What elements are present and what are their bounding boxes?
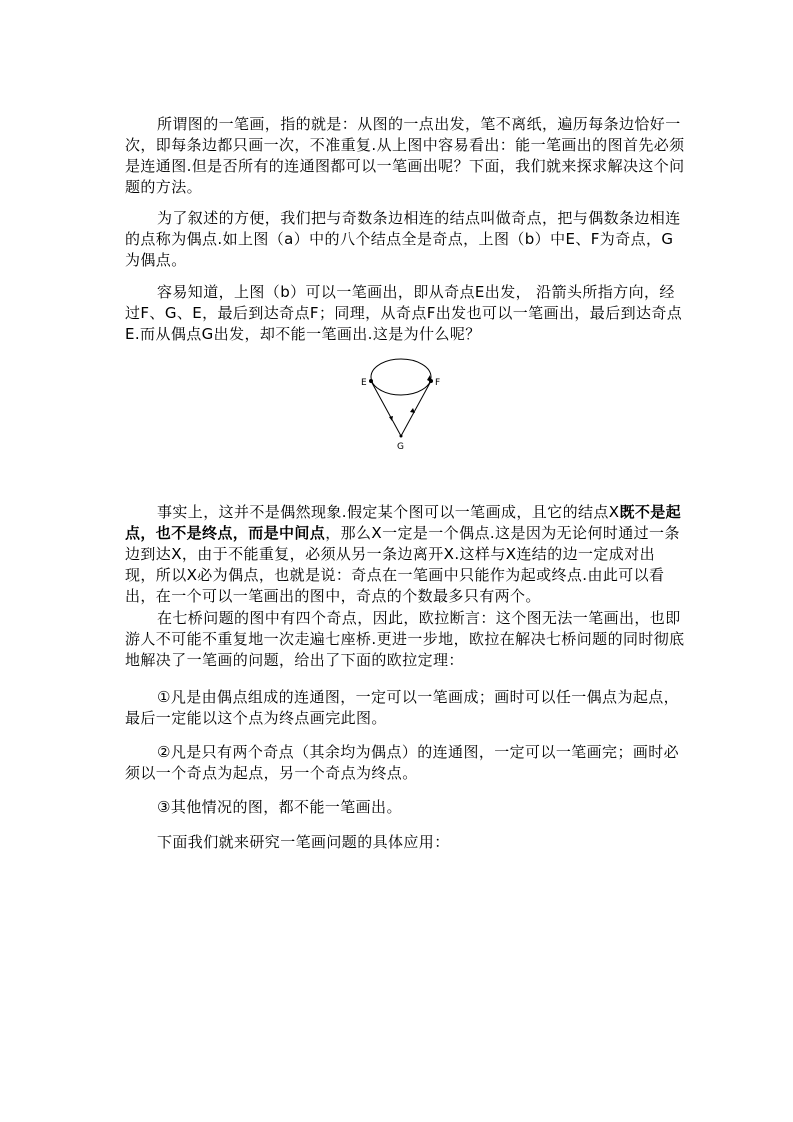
arrow-f-to-g: [410, 408, 415, 413]
paragraph-odd-even-points: 为了叙述的方便，我们把与奇数条边相连的结点叫做奇点，把与偶数条边相连的点称为偶点.如上图（a）中的八个结点全是奇点，上图（b）中E、F为奇点，G为偶点。: [125, 209, 681, 269]
graph-figure-efg: [355, 352, 455, 462]
loop-edge-ef: [371, 359, 431, 395]
emphasis-middle-point: 既不是起点，也不是终点，而是中间点: [125, 503, 682, 542]
node-f: [429, 379, 433, 383]
graph-diagram: [355, 352, 455, 462]
paragraph-seven-bridges: 在七桥问题的图中有四个奇点，因此，欧拉断言：这个图无法一笔画出，也即游人不可能不重复地一次走遍七座桥.更进一步地，欧拉在解决七桥问题的同时彻底地解决了一笔画的问题，给出了下面的欧拉定理：: [125, 609, 685, 669]
paragraph-theorem-3: ③其他情况的图，都不能一笔画出。: [157, 798, 402, 816]
label-e: E: [361, 378, 367, 388]
paragraph-text-rest: ，那么X一定是一个偶点.这是因为无论何时通过一条边到达X，由于不能重复，必须从另一条边离开X.这样与X连结的边一定成对出现，所以X必为偶点，也就是说：奇点在一笔画中只能作为起或终点.由此可以看出，在一个可以一笔画出的图中，奇点的个数最多只有两个。: [125, 524, 680, 605]
label-g: G: [397, 442, 404, 452]
edge-fg: [401, 381, 431, 436]
node-e: [369, 379, 373, 383]
paragraph-figure-b-explanation: 容易知道，上图（b）可以一笔画出，即从奇点E出发， 沿箭头所指方向，经过F、G、E，最后到达奇点F；同理，从奇点F出发也可以一笔画出，最后到达奇点E.而从偶点G出发，却不能一笔画出.这是为什么呢？: [125, 283, 683, 343]
paragraph-middle-point-argument: [125, 502, 685, 607]
label-f: F: [435, 378, 441, 388]
paragraph-definition: 所谓图的一笔画，指的就是：从图的一点出发，笔不离纸，遍历每条边恰好一次，即每条边都只画一次，不准重复.从上图中容易看出：能一笔画出的图首先必须是连通图.但是否所有的连通图都可以一笔画出呢？下面，我们就来探求解决这个问题的方法。: [125, 115, 685, 196]
edge-eg: [371, 381, 401, 436]
paragraph-theorem-2: ②凡是只有两个奇点（其余均为偶点）的连通图，一定可以一笔画完；画时必须以一个奇点为起点，另一个奇点为终点。: [125, 743, 680, 782]
paragraph-theorem-1: ①凡是由偶点组成的连通图，一定可以一笔画成；画时可以任一偶点为起点，最后一定能以这个点为终点画完此图。: [125, 688, 680, 727]
paragraph-text-start: 事实上，这并不是偶然现象.假定某个图可以一笔画成，且它的结点X: [157, 503, 620, 521]
node-g: [400, 435, 403, 438]
paragraph-applications-intro: 下面我们就来研究一笔画问题的具体应用：: [157, 833, 450, 851]
